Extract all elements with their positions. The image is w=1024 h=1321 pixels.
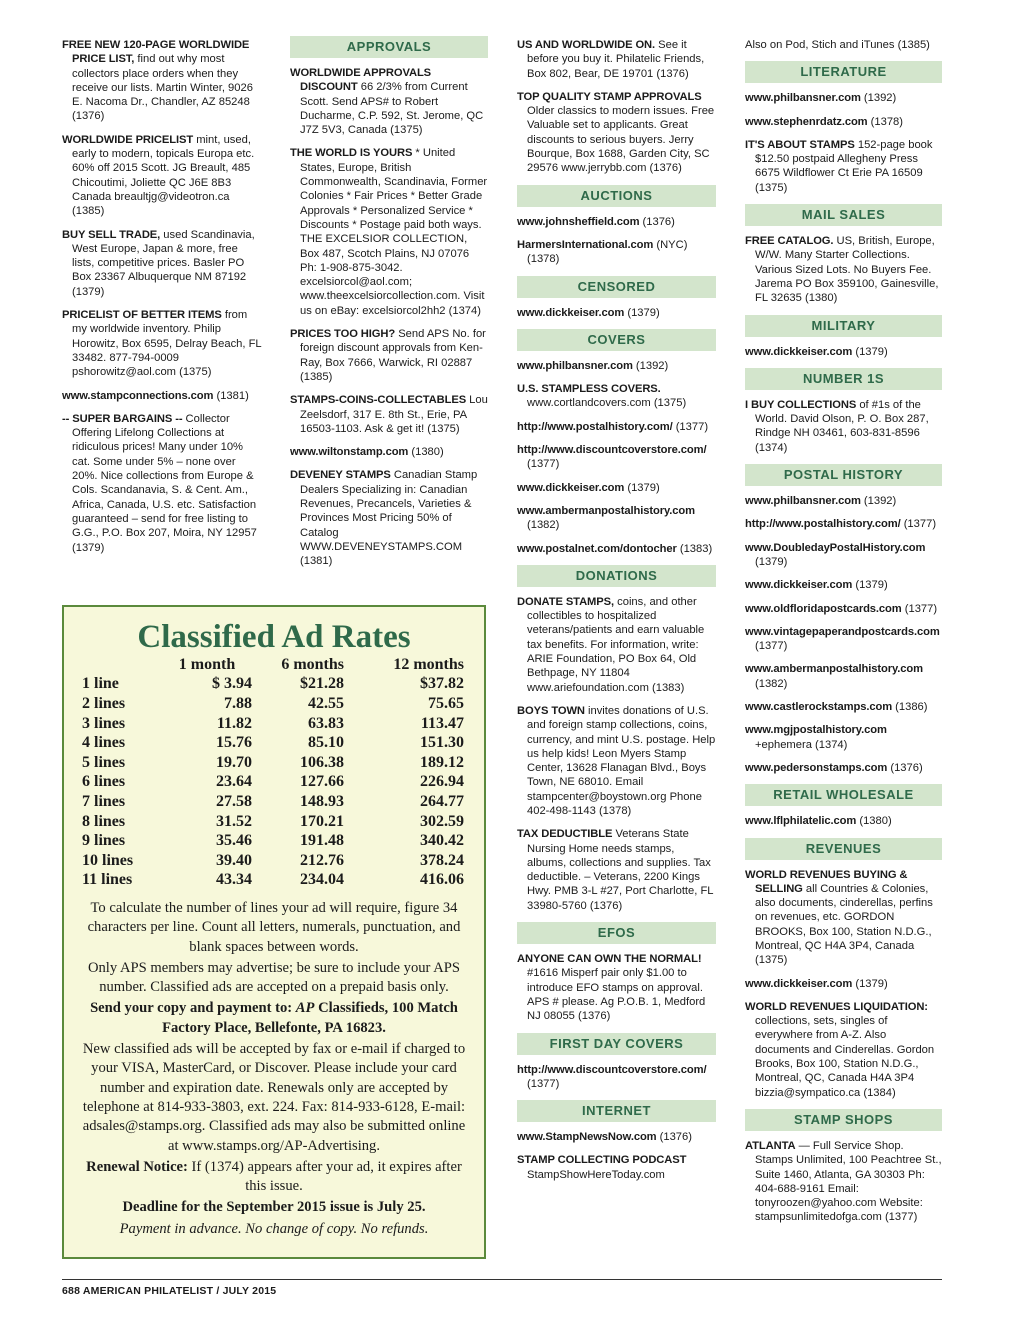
rate-price: 39.40 bbox=[216, 851, 252, 869]
ad-body: (1377) bbox=[755, 640, 788, 653]
section-header-donations: DONATIONS bbox=[517, 565, 716, 587]
rates-instructions bbox=[76, 899, 472, 1241]
rate-line-count: 2 lines bbox=[82, 694, 126, 712]
classified-ad bbox=[62, 389, 262, 403]
ad-body: www.cortlandcovers.com (1375) bbox=[527, 397, 687, 410]
classified-ad bbox=[517, 420, 716, 434]
column-1 bbox=[62, 38, 262, 564]
ad-body: coins, and other collectibles to hospitalized veterans/patients and earn valuable tax benefits. For information, write: ARIE Foundation, PO Box 64, Old Bethpage, NY 11804 www.ariefoundation.com (1383) bbox=[527, 595, 705, 694]
ad-body: (1380) bbox=[856, 815, 892, 828]
ad-lead: http://www.discountcoverstore.com/ bbox=[517, 1063, 707, 1076]
classified-ad bbox=[62, 412, 262, 555]
rate-price: 23.64 bbox=[216, 773, 252, 791]
rates-row bbox=[82, 733, 464, 753]
classified-ad bbox=[745, 578, 942, 592]
classified-ad bbox=[745, 700, 942, 714]
rate-price: 127.66 bbox=[300, 773, 344, 791]
ad-body: (1381) bbox=[213, 389, 249, 402]
rate-price: 75.65 bbox=[428, 694, 464, 712]
ad-body: Also on Pod, Stich and iTunes (1385) bbox=[745, 39, 930, 51]
payment-text: Payment in advance. No change of copy. No refunds. bbox=[119, 1220, 429, 1237]
section-header-number-1s: NUMBER 1S bbox=[745, 368, 942, 390]
classified-ad bbox=[745, 723, 942, 752]
ad-lead: www.dickkeiser.com bbox=[745, 345, 853, 358]
ad-body: used Scandinavia, West Europe, Japan & more, free lists, competitive prices. Basler PO Box 23367 Albuquerque NM 87192 (1379) bbox=[72, 228, 255, 298]
ad-body: (1379) bbox=[624, 481, 660, 494]
ad-body: 152-page book $12.50 postpaid Allegheny Press 6675 Wildflower Ct Erie PA 16509 (1375) bbox=[755, 138, 933, 194]
classified-ad-rates-box bbox=[62, 605, 486, 1259]
renewal-text: Renewal Notice: If (1374) appears after your ad, it expires after this issue. bbox=[86, 1158, 462, 1195]
rate-price: 148.93 bbox=[300, 792, 344, 810]
ad-body: See it before you buy it. Philatelic Friends, Box 802, Bear, DE 19701 (1376) bbox=[527, 39, 705, 80]
ad-lead: http://www.discountcoverstore.com/ bbox=[517, 444, 707, 457]
rate-price: 85.10 bbox=[308, 734, 344, 752]
ad-body: (1386) bbox=[892, 701, 928, 714]
classified-ad bbox=[517, 704, 716, 818]
ad-lead: IT'S ABOUT STAMPS bbox=[745, 138, 855, 151]
ad-lead: www.stephenrdatz.com bbox=[745, 115, 868, 128]
classified-ad bbox=[290, 393, 488, 436]
section-header-mail-sales: MAIL SALES bbox=[745, 204, 942, 226]
ad-lead: www.mgjpostalhistory.com bbox=[745, 724, 887, 737]
ad-body: (1377) bbox=[901, 602, 938, 615]
rates-row bbox=[82, 831, 464, 851]
ad-lead: PRICELIST OF BETTER ITEMS bbox=[62, 309, 222, 322]
classified-ad bbox=[745, 1139, 942, 1225]
classified-ad bbox=[745, 868, 942, 968]
section-header-first-day-covers: FIRST DAY COVERS bbox=[517, 1033, 716, 1055]
page-footer: 688 AMERICAN PHILATELIST / JULY 2015 bbox=[62, 1285, 277, 1297]
ad-lead: www.stampconnections.com bbox=[62, 389, 214, 402]
ad-lead: STAMP COLLECTING PODCAST bbox=[517, 1154, 687, 1167]
classified-ad bbox=[745, 517, 942, 531]
ad-lead: http://www.postalhistory.com/ bbox=[517, 420, 673, 433]
ad-body: (1379) bbox=[852, 977, 888, 990]
classified-ad bbox=[745, 1000, 942, 1100]
rate-price: 191.48 bbox=[300, 832, 344, 850]
classified-ad bbox=[517, 215, 716, 229]
classified-ad bbox=[62, 308, 262, 379]
rate-line-count: 4 lines bbox=[82, 734, 126, 752]
ad-lead: HarmersInternational.com bbox=[517, 238, 654, 251]
ad-lead: www.StampNewsNow.com bbox=[517, 1131, 657, 1144]
fax-text: New classified ads will be accepted by fax or e-mail if charged to your VISA, MasterCard, or Discover. Please include your card number and expiration date. Renewals only are accepted by telephone at 814-933-3803, ext. 224. Fax: 814-933-6128, E-mail: adsales@stamps.org. Classified ads may also be submitted online at www.stamps.org/AP-Advertising. bbox=[82, 1041, 466, 1154]
section-header-military: MILITARY bbox=[745, 315, 942, 337]
ad-body: (1382) bbox=[755, 677, 788, 690]
rate-price: 27.58 bbox=[216, 792, 252, 810]
rate-line-count: 10 lines bbox=[82, 851, 134, 869]
rates-title: Classified Ad Rates bbox=[137, 619, 411, 655]
ad-body: Canadian Stamp Dealers Specializing in: Canadian Revenues, Precancels, Varieties & Provinces Most Pricing 50% of Catalog WWW.DEVENEYSTAMPS.COM (1381) bbox=[300, 469, 478, 568]
classified-ad bbox=[517, 542, 716, 556]
ad-body: (1379) bbox=[755, 555, 788, 568]
classified-ad bbox=[290, 327, 488, 384]
classified-ad bbox=[517, 306, 716, 320]
rates-row bbox=[82, 792, 464, 812]
ad-lead: U.S. STAMPLESS COVERS. bbox=[517, 383, 661, 396]
ad-body: * United States, Europe, British Commonwealth, Scandinavia, Former Colonies * Fair Prices * Better Grade Approvals * Personalized Service * Discounts * Postage paid both ways. THE EXCELSIOR COLLECTION, Box 487, Scotch Plains, NJ 07076 Ph: 1-908-875-3042. excelsiorcol@aol.com; www.theexcelsiorcollection.com. Visit us on eBay: excelsiorcol2hh2 (1374) bbox=[300, 147, 488, 317]
ad-lead: -- SUPER BARGAINS -- bbox=[62, 412, 183, 425]
header-12-months: 12 months bbox=[393, 655, 464, 673]
rates-row bbox=[82, 773, 464, 793]
ad-lead: www.lflphilatelic.com bbox=[745, 815, 857, 828]
rate-price: 212.76 bbox=[300, 851, 344, 869]
classified-ad bbox=[517, 504, 716, 533]
ad-lead: BOYS TOWN bbox=[517, 704, 585, 717]
ad-body: (1383) bbox=[676, 542, 713, 555]
section-header-retail-wholesale: RETAIL WHOLESALE bbox=[745, 784, 942, 806]
classified-ad bbox=[517, 1153, 716, 1182]
classified-ad bbox=[745, 977, 942, 991]
ad-lead: www.wiltonstamp.com bbox=[290, 446, 409, 459]
rate-price: 264.77 bbox=[420, 792, 464, 810]
rate-price: 340.42 bbox=[420, 832, 464, 850]
rate-price: 42.55 bbox=[308, 694, 344, 712]
rate-price: 106.38 bbox=[300, 753, 344, 771]
ad-lead: www.philbansner.com bbox=[517, 359, 633, 372]
rate-price: 378.24 bbox=[420, 851, 464, 869]
ad-lead: www.pedersonstamps.com bbox=[745, 761, 888, 774]
rate-price: 113.47 bbox=[420, 714, 464, 732]
rates-row bbox=[82, 675, 464, 695]
ad-lead: www.ambermanpostalhistory.com bbox=[745, 663, 924, 676]
section-header-approvals: APPROVALS bbox=[290, 36, 488, 58]
section-header-literature: LITERATURE bbox=[745, 61, 942, 83]
ad-lead: www.oldfloridapostcards.com bbox=[745, 602, 902, 615]
ad-body: invites donations of U.S. and foreign stamp collections, coins, currency, and mint U.S. postage. Help us help kids! Leon Myers Stamp Center, 13628 Flanagan Blvd., Boys Town, NE 68010. Email stampcenter@boystown.org Phone 402-498-1143 (1378) bbox=[527, 704, 716, 817]
ad-body: from my worldwide inventory. Philip Horowitz, Box 6595, Delray Beach, FL 33482. 877-794-0009 pshorowitz@aol.com (1375) bbox=[72, 309, 262, 379]
classified-ad bbox=[517, 1130, 716, 1144]
ad-body: — Full Service Shop. Stamps Unlimited, 100 Peachtree St., Suite 1460, Atlanta, GA 30303 Ph: 404-688-9161 Email: tonyroozen@yahoo.com Website: stampsunlimitedofga.com (1377) bbox=[755, 1139, 942, 1224]
ad-lead: STAMPS-COINS-COLLECTABLES bbox=[290, 394, 467, 407]
calc-text: To calculate the number of lines your ad will require, figure 34 characters per line. Count all letters, numerals, punctuation, and blank spaces between words. bbox=[87, 900, 461, 955]
ad-body: (1379) bbox=[852, 579, 888, 592]
rate-price: $37.82 bbox=[420, 675, 464, 693]
ad-body: mint, used, early to modern, topicals Europa etc. 60% off 2015 Scott. JG Breault, 485 Chicoutimi, Joliette QC J6E 8B3 Canada breaultjg@videotron.ca (1385) bbox=[72, 133, 255, 218]
ad-body: Veterans State Nursing Home needs stamps, albums, collections and supplies. Tax deductible. – Veterans, 2200 Kings Hwy. PMB 3-L #27, Port Charlotte, FL 33980-5760 (1376) bbox=[527, 828, 714, 912]
ad-lead: www.ambermanpostalhistory.com bbox=[517, 504, 696, 517]
ad-body: Older classics to modern issues. Free Valuable set to applicants. Great discounts to serious buyers. Jerry Bourque, Box 1688, Garden City, SC 29576 www.jerrybb.com (1376) bbox=[527, 105, 715, 175]
ad-lead: BUY SELL TRADE, bbox=[62, 228, 161, 241]
rates-row bbox=[82, 851, 464, 871]
rate-price: 19.70 bbox=[216, 753, 252, 771]
ad-body: (1392) bbox=[860, 495, 897, 508]
rate-line-count: 9 lines bbox=[82, 832, 126, 850]
classified-ad bbox=[745, 115, 942, 129]
ad-lead: www.dickkeiser.com bbox=[517, 481, 625, 494]
rates-row bbox=[82, 753, 464, 773]
rate-line-count: 8 lines bbox=[82, 812, 126, 830]
column-4 bbox=[745, 38, 942, 1234]
ad-lead: US AND WORLDWIDE ON. bbox=[517, 39, 656, 51]
classified-ad bbox=[745, 625, 942, 654]
rate-price: 151.30 bbox=[420, 734, 464, 752]
rates-table bbox=[82, 655, 464, 890]
ad-body: all Countries & Colonies, also documents, cinderellas, perfins on revenues, etc. GORDON BROOKS, Box 100, Station N.D.G., Montreal, QC H4A 3P4, Canada (1375) bbox=[755, 882, 933, 967]
classified-ad bbox=[745, 38, 942, 52]
classified-ad bbox=[745, 138, 942, 195]
classified-ad bbox=[745, 398, 942, 455]
ad-body: (1377) bbox=[672, 420, 709, 433]
header-1-month: 1 month bbox=[178, 655, 236, 673]
ad-lead: www.philbansner.com bbox=[745, 495, 861, 508]
rate-price: 189.12 bbox=[420, 753, 464, 771]
section-header-postal-history: POSTAL HISTORY bbox=[745, 464, 942, 486]
ad-body: (1379) bbox=[624, 306, 660, 319]
section-header-covers: COVERS bbox=[517, 329, 716, 351]
ad-body: (1379) bbox=[852, 345, 888, 358]
rate-price: 15.76 bbox=[216, 734, 252, 752]
ad-lead: www.DoubledayPostalHistory.com bbox=[745, 541, 926, 554]
ad-lead: THE WORLD IS YOURS bbox=[290, 147, 413, 160]
ad-lead: DONATE STAMPS, bbox=[517, 595, 615, 608]
section-header-internet: INTERNET bbox=[517, 1100, 716, 1122]
ad-lead: I BUY COLLECTIONS bbox=[745, 398, 857, 411]
section-header-stamp-shops: STAMP SHOPS bbox=[745, 1109, 942, 1131]
classified-ad bbox=[745, 541, 942, 570]
ad-lead: WORLDWIDE PRICELIST bbox=[62, 133, 194, 146]
header-6-months: 6 months bbox=[281, 655, 344, 673]
rate-price: 43.34 bbox=[216, 871, 252, 889]
classified-ad bbox=[517, 382, 716, 411]
ad-lead: WORLDWIDE APPROVALS DISCOUNT bbox=[290, 67, 432, 94]
ad-body: (1378) bbox=[867, 115, 903, 128]
ad-lead: www.dickkeiser.com bbox=[745, 579, 853, 592]
ad-body: +ephemera (1374) bbox=[755, 738, 848, 751]
classified-ad bbox=[290, 66, 488, 137]
classified-ad bbox=[62, 38, 262, 124]
rate-price: 416.06 bbox=[420, 871, 464, 889]
ad-lead: WORLD REVENUES LIQUIDATION: bbox=[745, 1000, 928, 1013]
rate-price: 31.52 bbox=[216, 812, 252, 830]
classified-ad bbox=[290, 468, 488, 568]
ad-lead: www.castlerockstamps.com bbox=[745, 701, 893, 714]
ad-body: of #1s of the World. David Olson, P. O. Box 287, Rindge NH 03461, 603-831-8596 (1374) bbox=[755, 398, 929, 454]
rate-price: 35.46 bbox=[216, 832, 252, 850]
rates-row bbox=[82, 714, 464, 734]
ad-body: (1392) bbox=[860, 92, 897, 105]
ad-body: Collector Offering Lifelong Collections at ridiculous prices! Many under 10% cat. Some under 5% – none over 20%. Nice collections from Europe & Cols. Scandanavia, S. & Cent. Am., Africa, Canada, U.S. etc. Satisfaction guaranteed – send for free listing to G.G., P.O. Box 207, Moira, NY 12957 (1379) bbox=[72, 412, 257, 554]
ad-body: US, British, Europe, W/W. Many Starter Collections. Various Sized Lots. No Buyers Fee. Jarema PO Box 359100, Gainesville, FL 32635 (1380) bbox=[755, 235, 939, 305]
classified-ad bbox=[517, 90, 716, 176]
section-header-revenues: REVENUES bbox=[745, 838, 942, 860]
ad-body: Lou Zeelsdorf, 317 E. 8th St., Erie, PA 16503-1103. Ask & get it! (1375) bbox=[300, 394, 488, 435]
classified-ad bbox=[745, 345, 942, 359]
ad-lead: www.johnsheffield.com bbox=[517, 215, 640, 228]
ad-body: (1377) bbox=[527, 458, 560, 471]
classified-ad bbox=[62, 228, 262, 299]
classified-ad bbox=[517, 595, 716, 695]
ad-body: (1376) bbox=[656, 1131, 692, 1144]
ad-lead: www.dickkeiser.com bbox=[745, 977, 853, 990]
rates-row bbox=[82, 812, 464, 832]
rate-price: $ 3.94 bbox=[212, 675, 252, 693]
classified-ad bbox=[517, 481, 716, 495]
deadline-text: Deadline for the September 2015 issue is July 25. bbox=[122, 1199, 426, 1216]
send-text: Send your copy and payment to: AP Classifieds, 100 Match Factory Place, Bellefonte, PA 16823. bbox=[90, 1000, 458, 1036]
ad-body: (1380) bbox=[408, 446, 444, 459]
ad-body: (NYC) (1378) bbox=[527, 238, 688, 266]
classified-ad bbox=[517, 359, 716, 373]
ad-lead: www.philbansner.com bbox=[745, 92, 861, 105]
ad-body: StampShowHereToday.com bbox=[527, 1168, 665, 1181]
ad-body: 66 2/3% from Current Scott. Send APS# to Robert Ducharme, C.P. 592, St. Jerome, QC J7Z 5V3, Canada (1375) bbox=[300, 81, 484, 137]
ad-lead: WORLD REVENUES BUYING & SELLING bbox=[745, 868, 908, 895]
section-header-censored: CENSORED bbox=[517, 276, 716, 298]
ad-body: (1377) bbox=[900, 518, 937, 531]
ad-body: (1376) bbox=[639, 215, 675, 228]
rate-price: 11.82 bbox=[216, 714, 252, 732]
ad-body: Send APS No. for foreign discount approvals from Ken-Ray, Box 7666, Warwick, RI 02887 (1385) bbox=[300, 328, 486, 383]
rate-price: 170.21 bbox=[300, 812, 344, 830]
classified-ad bbox=[745, 761, 942, 775]
rate-price: 234.04 bbox=[300, 871, 344, 889]
ad-lead: DEVENEY STAMPS bbox=[290, 469, 391, 482]
rates-row bbox=[82, 694, 464, 714]
ad-lead: PRICES TOO HIGH? bbox=[290, 328, 396, 341]
ad-lead: TAX DEDUCTIBLE bbox=[517, 828, 613, 841]
ad-body: (1376) bbox=[887, 761, 923, 774]
classified-ad bbox=[745, 234, 942, 305]
classified-ad bbox=[745, 814, 942, 828]
ad-lead: www.dickkeiser.com bbox=[517, 306, 625, 319]
rate-line-count: 11 lines bbox=[82, 871, 133, 889]
ad-body: collections, sets, singles of everywhere from A-Z. Also documents and Cinderellas. Gordon Brooks, Box 100, Station N.D.G., Montreal, QC, Canada H4A 3P4 bizzia@sympatico.ca (1384) bbox=[755, 1015, 935, 1099]
rate-price: 63.83 bbox=[308, 714, 344, 732]
ad-lead: http://www.postalhistory.com/ bbox=[745, 518, 901, 531]
section-header-efos: EFOS bbox=[517, 922, 716, 944]
ad-body: (1377) bbox=[527, 1077, 560, 1090]
ad-body: find out why most collectors place orders when they receive our lists. Martin Winter, 9026 E. Nacoma Dr., Chandler, AZ 85248 (1376) bbox=[72, 53, 253, 123]
rate-line-count: 3 lines bbox=[82, 714, 126, 732]
ad-lead: FREE CATALOG. bbox=[745, 235, 834, 248]
footer-rule bbox=[62, 1279, 942, 1280]
classified-ad bbox=[290, 445, 488, 459]
ad-lead: TOP QUALITY STAMP APPROVALS bbox=[517, 90, 702, 103]
classified-ad bbox=[517, 238, 716, 267]
ad-body: #1616 Misperf pair only $1.00 to introduce EFO stamps on approval. APS # please. Ag P.O.B. 1, Medford NJ 08055 (1376) bbox=[527, 967, 706, 1023]
rates-header-row bbox=[82, 655, 464, 675]
ad-lead: ANYONE CAN OWN THE NORMAL! bbox=[517, 953, 702, 966]
rate-line-count: 6 lines bbox=[82, 773, 126, 791]
rate-price: $21.28 bbox=[300, 675, 344, 693]
column-2 bbox=[290, 34, 488, 578]
ad-lead: FREE NEW 120-PAGE WORLDWIDE PRICE LIST, bbox=[62, 39, 250, 66]
section-header-auctions: AUCTIONS bbox=[517, 185, 716, 207]
classified-ad bbox=[517, 443, 716, 472]
classified-ad bbox=[517, 1063, 716, 1092]
rate-line-count: 5 lines bbox=[82, 753, 126, 771]
ad-body: (1382) bbox=[527, 519, 560, 532]
ad-lead: www.vintagepaperandpostcards.com bbox=[745, 625, 940, 638]
column-3 bbox=[517, 38, 716, 1191]
members-text: Only APS members may advertise; be sure to include your APS number. Classified ads are accepted on a prepaid basis only. bbox=[87, 959, 461, 996]
classified-ad bbox=[517, 952, 716, 1023]
classified-ad bbox=[517, 827, 716, 913]
classified-ad bbox=[62, 133, 262, 219]
rate-line-count: 7 lines bbox=[82, 792, 126, 810]
rates-row bbox=[82, 871, 464, 891]
rate-line-count: 1 line bbox=[82, 675, 119, 693]
classified-ad bbox=[290, 146, 488, 318]
classified-ad bbox=[745, 662, 942, 691]
classified-ad bbox=[745, 494, 942, 508]
ad-body: (1392) bbox=[632, 359, 669, 372]
classified-ad bbox=[745, 91, 942, 105]
rate-price: 302.59 bbox=[420, 812, 464, 830]
rate-price: 7.88 bbox=[224, 694, 252, 712]
rate-price: 226.94 bbox=[420, 773, 464, 791]
classified-ad bbox=[745, 602, 942, 616]
classified-ad bbox=[517, 38, 716, 81]
ad-lead: ATLANTA bbox=[745, 1139, 796, 1152]
ad-lead: www.postalnet.com/dontocher bbox=[517, 542, 677, 555]
